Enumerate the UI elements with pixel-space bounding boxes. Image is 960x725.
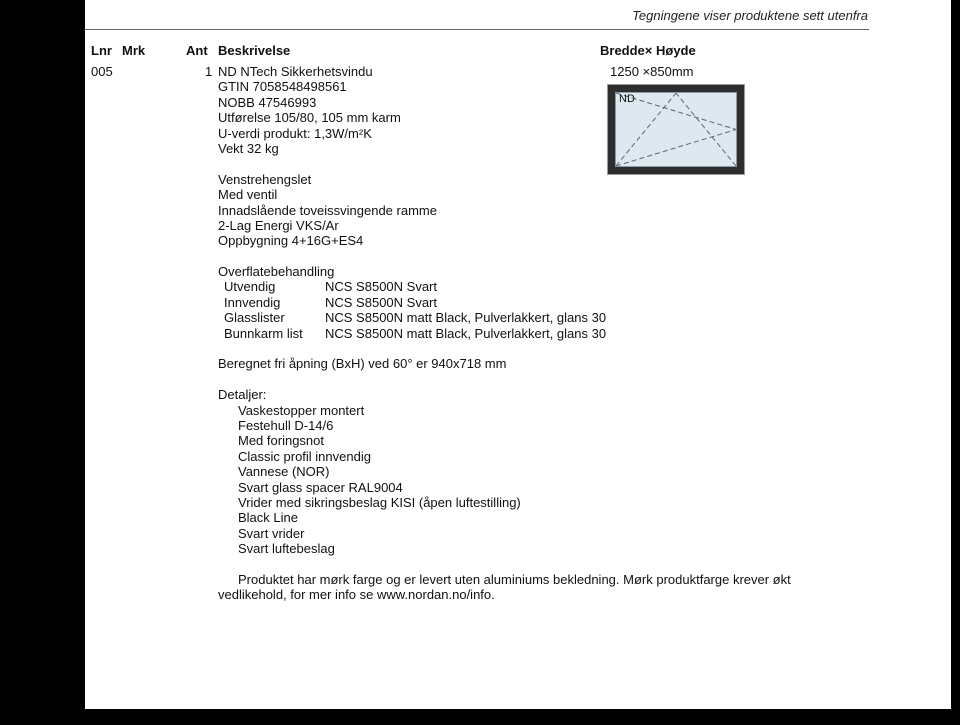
surface-value: NCS S8500N Svart xyxy=(325,279,437,295)
document-page xyxy=(85,0,951,709)
column-header-lnr: Lnr xyxy=(91,43,112,58)
product-feature-line: Oppbygning 4+16G+ES4 xyxy=(218,233,364,249)
detail-item: Vaskestopper montert xyxy=(238,402,365,418)
product-feature-line: Med ventil xyxy=(218,187,278,203)
window-frame xyxy=(608,85,744,174)
surface-label: Bunnkarm list xyxy=(224,325,303,341)
column-header-bredde-hoyde: Bredde× Høyde xyxy=(600,43,696,58)
details-title: Detaljer: xyxy=(218,387,267,403)
header-divider xyxy=(85,29,869,30)
column-header-ant: Ant xyxy=(186,43,208,58)
product-info-line: Vekt 32 kg xyxy=(218,140,279,156)
product-info-line: Utførelse 105/80, 105 mm karm xyxy=(218,110,401,126)
detail-item: Med foringsnot xyxy=(238,433,324,449)
spacer xyxy=(218,372,858,387)
product-info-line: NOBB 47546993 xyxy=(218,94,317,110)
detail-item: Svart vrider xyxy=(238,525,305,541)
spacer xyxy=(218,249,858,264)
product-feature-line: 2-Lag Energi VKS/Ar xyxy=(218,217,339,233)
column-header-beskrivelse: Beskrivelse xyxy=(218,43,291,58)
window-brand-label: ND xyxy=(619,93,635,105)
product-info-line: U-verdi produkt: 1,3W/m²K xyxy=(218,125,372,141)
spacer xyxy=(218,156,858,171)
detail-item: Black Line xyxy=(238,510,298,526)
detail-item: Classic profil innvendig xyxy=(238,448,371,464)
row-quantity: 1 xyxy=(205,64,213,79)
window-glass xyxy=(615,92,737,167)
detail-item: Vrider med sikringsbeslag KISI (åpen luftestilling) xyxy=(238,494,521,510)
product-note-paragraph: Produktet har mørk farge og er levert uten aluminiums bekledning. Mørk produktfarge krever økt vedlikehold, for mer info se www.nordan.no/info. xyxy=(218,571,791,603)
spacer xyxy=(218,341,858,356)
row-dimensions: 1250 ×850mm xyxy=(610,64,694,79)
row-line-number: 005 xyxy=(91,64,113,79)
surface-treatment-row xyxy=(218,279,858,294)
column-header-mrk: Mrk xyxy=(122,43,146,58)
surface-treatment-row xyxy=(218,310,858,325)
surface-value: NCS S8500N matt Black, Pulverlakkert, glans 30 xyxy=(325,310,607,326)
free-opening-line: Beregnet fri åpning (BxH) ved 60° er 940x718 mm xyxy=(218,356,507,372)
window-drawing xyxy=(608,85,744,174)
surface-value: NCS S8500N matt Black, Pulverlakkert, glans 30 xyxy=(325,325,607,341)
spacer xyxy=(218,557,858,572)
product-description-block xyxy=(218,64,858,603)
surface-treatment-row xyxy=(218,295,858,310)
detail-item: Festehull D-14/6 xyxy=(238,417,334,433)
product-feature-line: Venstrehengslet xyxy=(218,171,312,187)
detail-item: Svart glass spacer RAL9004 xyxy=(238,479,403,495)
view-orientation-note: Tegningene viser produktene sett utenfra xyxy=(632,8,868,23)
detail-item: Svart luftebeslag xyxy=(238,541,335,557)
surface-treatment-title: Overflatebehandling xyxy=(218,264,335,280)
surface-treatment-row xyxy=(218,326,858,341)
product-title: ND NTech Sikkerhetsvindu xyxy=(218,64,373,79)
product-feature-line: Innadslående toveissvingende ramme xyxy=(218,202,437,218)
surface-label: Glasslister xyxy=(224,310,285,326)
surface-label: Utvendig xyxy=(224,279,276,295)
surface-label: Innvendig xyxy=(224,294,281,310)
surface-value: NCS S8500N Svart xyxy=(325,294,437,310)
detail-item: Vannese (NOR) xyxy=(238,464,330,480)
product-info-line: GTIN 7058548498561 xyxy=(218,79,347,95)
